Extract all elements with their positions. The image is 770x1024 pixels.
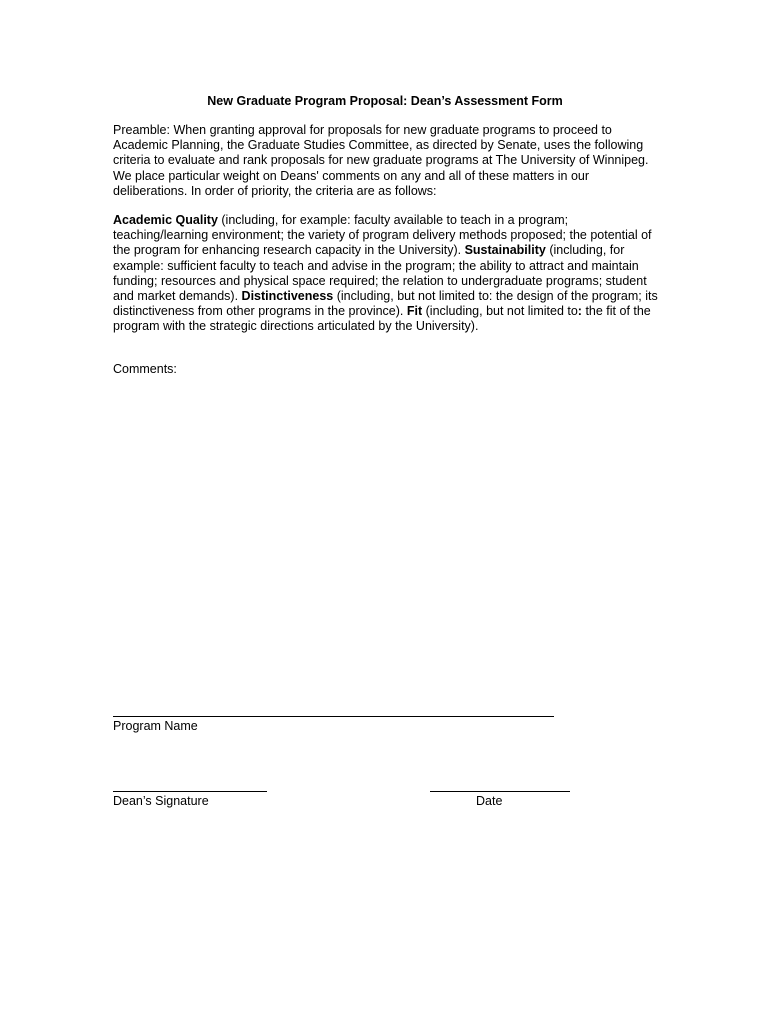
criterion-academic-quality-name: Academic Quality xyxy=(113,213,218,227)
criterion-sustainability-name: Sustainability xyxy=(464,243,546,258)
date-label: Date xyxy=(476,794,503,808)
criterion-distinctiveness-text: (including, but not limited to: the design of the program; its distinctiveness from other programs in the province). xyxy=(113,289,658,319)
criterion-fit-text: the fit of the program with the strategic directions articulated by the University). xyxy=(113,304,651,334)
criterion-distinctiveness-name: Distinctiveness xyxy=(241,289,334,304)
deans-signature-line[interactable] xyxy=(113,791,267,792)
date-line[interactable] xyxy=(430,791,570,792)
preamble-paragraph: Preamble: When granting approval for proposals for new graduate programs to proceed to Academic Planning, the Graduate Studies Committee, as directed by Senate, uses the following criteria to evaluate and rank proposals for new graduate programs at The University of Winnipeg. We place particular weight on Deans' comments on any and all of these matters in our deliberations. In order of priority, the criteria are as follows: xyxy=(113,123,649,198)
comments-label: Comments: xyxy=(113,362,177,376)
program-name-label: Program Name xyxy=(113,719,198,733)
deans-signature-label: Dean’s Signature xyxy=(113,794,209,808)
form-title: New Graduate Program Proposal: Dean’s Assessment Form xyxy=(207,94,563,108)
criterion-fit-text-before-colon: (including, but not limited to xyxy=(422,304,578,319)
program-name-line[interactable] xyxy=(113,716,554,717)
criterion-fit-colon: : xyxy=(577,304,582,319)
criterion-sustainability-text: (including, for example: sufficient faculty to teach and advise in the program; the ability to attract and maintain funding; resources and physical space required; the relation to undergraduate programs; student and market demands). xyxy=(113,243,647,304)
criterion-fit-name: Fit xyxy=(406,304,423,319)
criteria-paragraph xyxy=(113,213,663,335)
criterion-academic-quality-text: (including, for example: faculty available to teach in a program; teaching/learning environment; the variety of program delivery methods proposed; the potential of the program for enhancing research capacity in the University). xyxy=(113,213,652,258)
